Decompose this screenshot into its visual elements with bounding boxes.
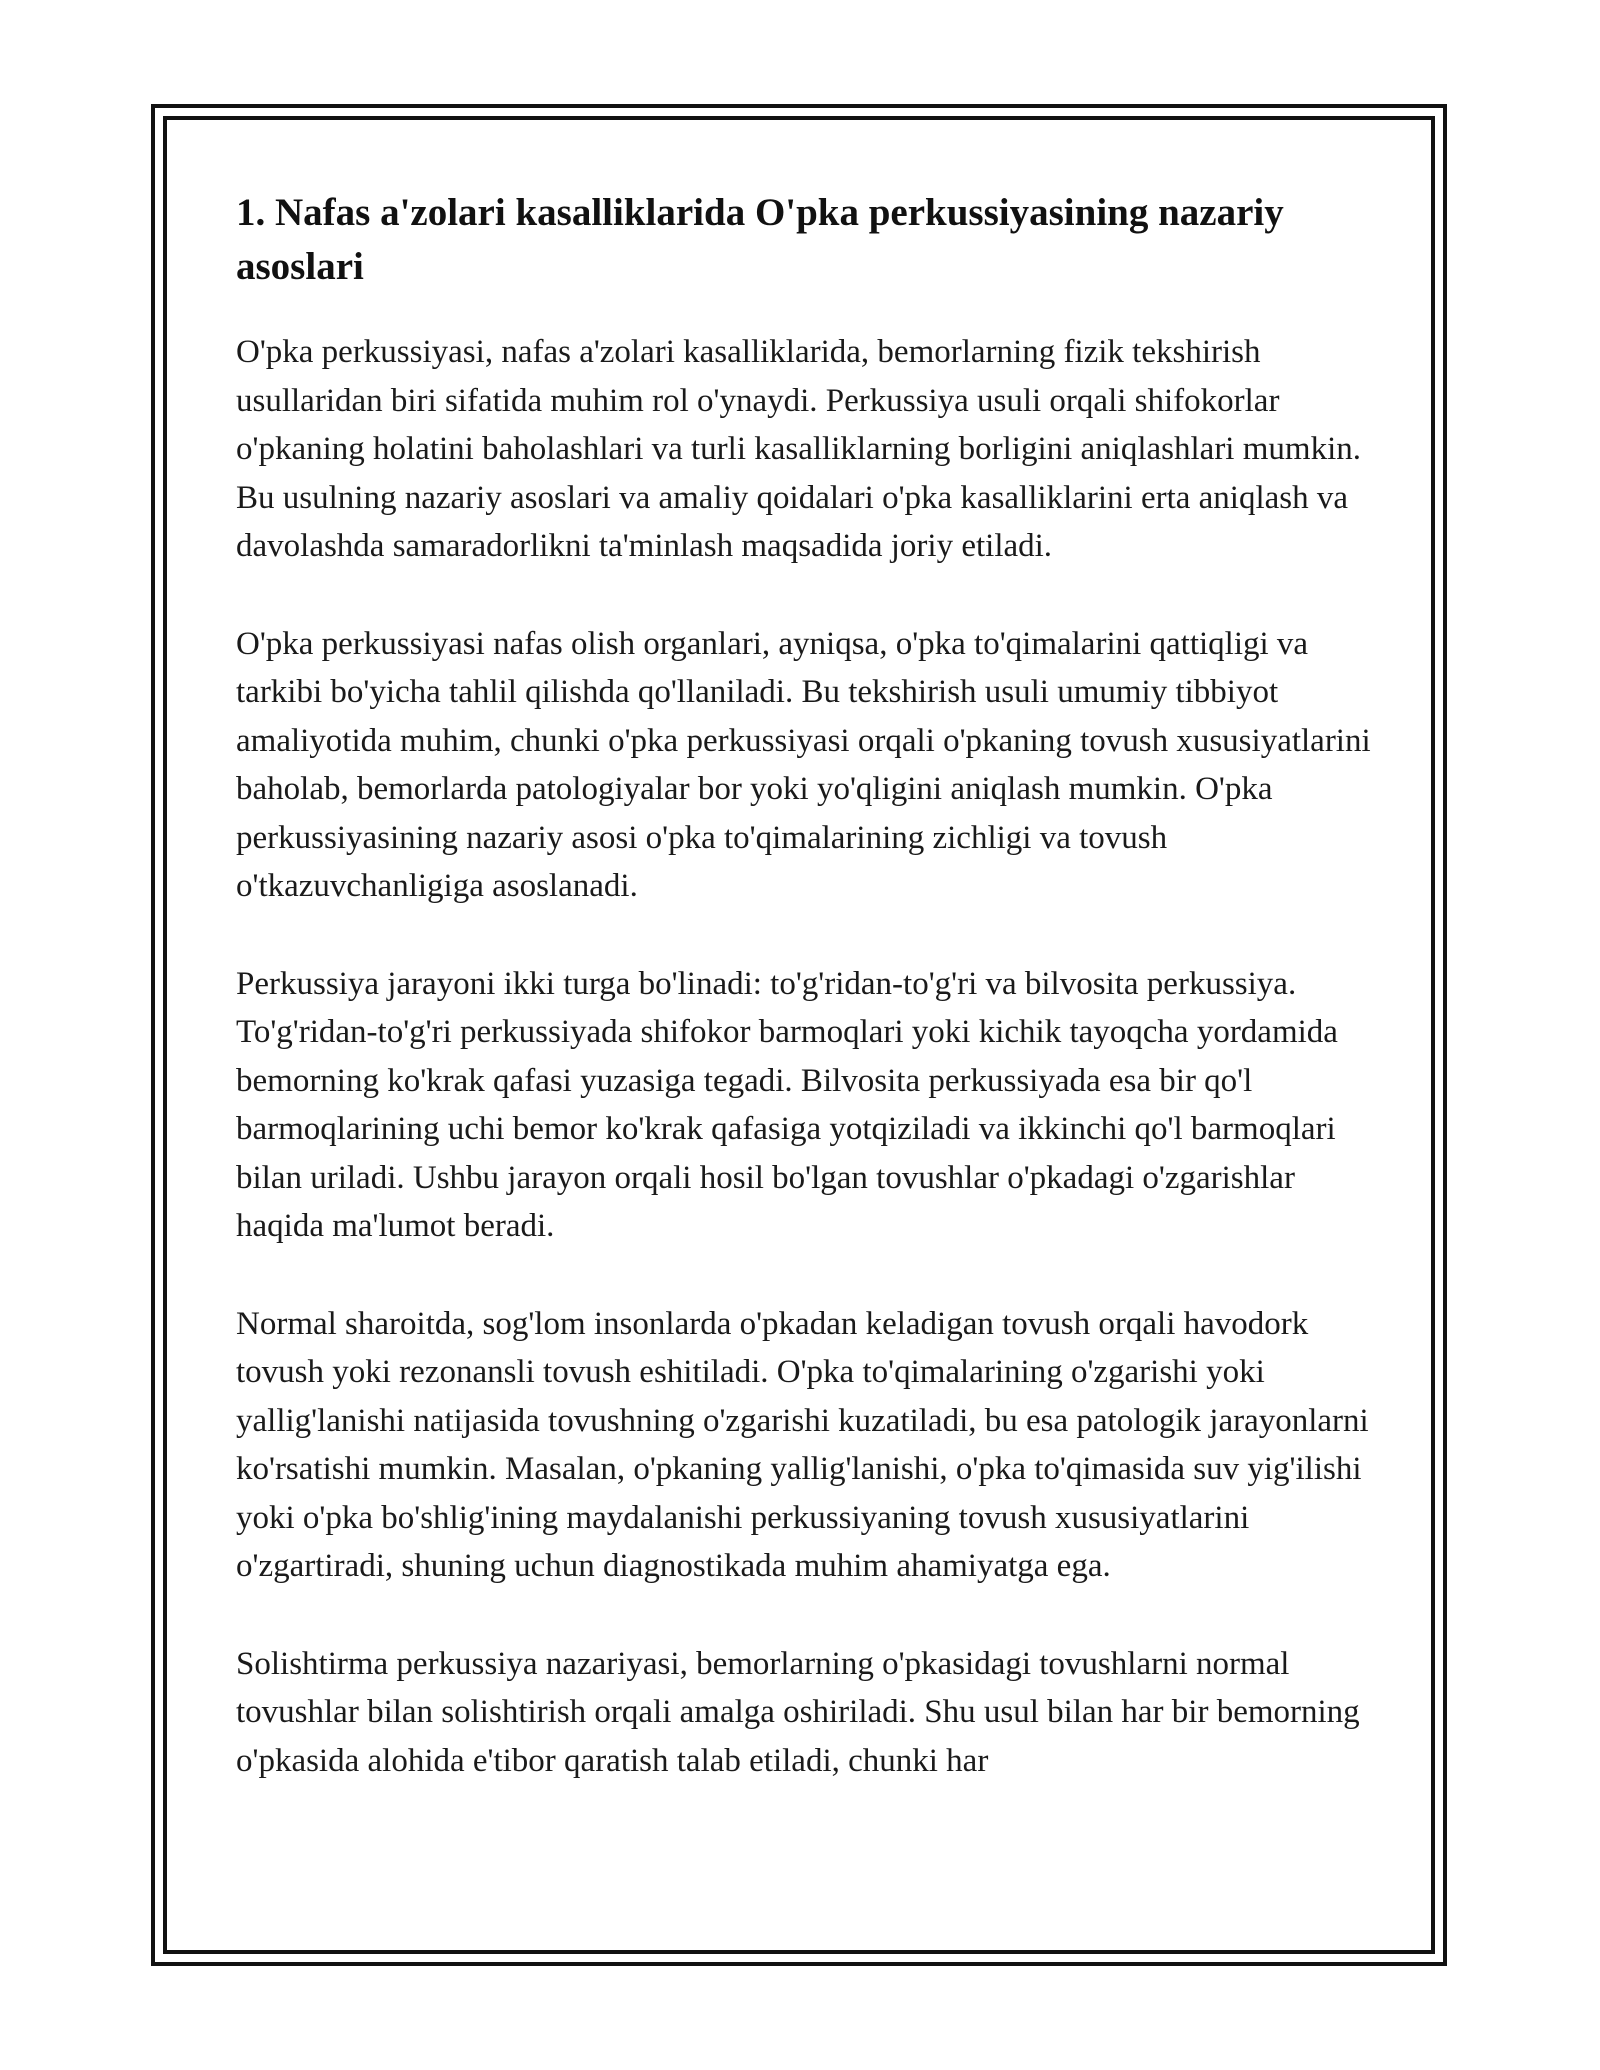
page-content	[236, 186, 1376, 1834]
section-title: 1. Nafas a'zolari kasalliklarida O'pka perkussiyasining nazariy asoslari	[236, 191, 1284, 288]
paragraph-2: O'pka perkussiyasi nafas olish organlari, ayniqsa, o'pka to'qimalarini qattiqligi va tarkibi bo'yicha tahlil qilishda qo'llaniladi. Bu tekshirish usuli umumiy tibbiyot amaliyotida muhim, chunki o'pka perkussiyasi orqali o'pkaning tovush xususiyatlarini baholab, bemorlarda patologiyalar bor yoki yo'qligini aniqlash mumkin. O'pka perkussiyasining nazariy asosi o'pka to'qimalarining zichligi va tovush o'tkazuvchanligiga asoslanadi.	[236, 625, 1371, 904]
paragraph-5: Solishtirma perkussiya nazariyasi, bemorlarning o'pkasidagi tovushlarni normal tovushlar bilan solishtirish orqali amalga oshiriladi. Shu usul bilan har bir bemorning o'pkasida alohida e'tibor qaratish talab etiladi, chunki har	[236, 1645, 1360, 1779]
paragraph-3: Perkussiya jarayoni ikki turga bo'linadi: to'g'ridan-to'g'ri va bilvosita perkussiya. To'g'ridan-to'g'ri perkussiyada shifokor barmoqlari yoki kichik tayoqcha yordamida bemorning ko'krak qafasi yuzasiga tegadi. Bilvosita perkussiyada esa bir qo'l barmoqlarining uchi bemor ko'krak qafasiga yotqiziladi va ikkinchi qo'l barmoqlari bilan uriladi. Ushbu jarayon orqali hosil bo'lgan tovushlar o'pkadagi o'zgarishlar haqida ma'lumot beradi.	[236, 965, 1338, 1244]
paragraph-1: O'pka perkussiyasi, nafas a'zolari kasalliklarida, bemorlarning fizik tekshirish usullaridan biri sifatida muhim rol o'ynaydi. Perkussiya usuli orqali shifokorlar o'pkaning holatini baholashlari va turli kasalliklarning borligini aniqlashlari mumkin. Bu usulning nazariy asoslari va amaliy qoidalari o'pka kasalliklarini erta aniqlash va davolashda samaradorlikni ta'minlash maqsadida joriy etiladi.	[236, 334, 1361, 564]
paragraph-4: Normal sharoitda, sog'lom insonlarda o'pkadan keladigan tovush orqali havodork tovush yoki rezonansli tovush eshitiladi. O'pka to'qimalarining o'zgarishi yoki yallig'lanishi natijasida tovushning o'zgarishi kuzatiladi, bu esa patologik jarayonlarni ko'rsatishi mumkin. Masalan, o'pkaning yallig'lanishi, o'pka to'qimasida suv yig'ilishi yoki o'pka bo'shlig'ining maydalanishi perkussiyaning tovush xususiyatlarini o'zgartiradi, shuning uchun diagnostikada muhim ahamiyatga ega.	[236, 1305, 1369, 1584]
